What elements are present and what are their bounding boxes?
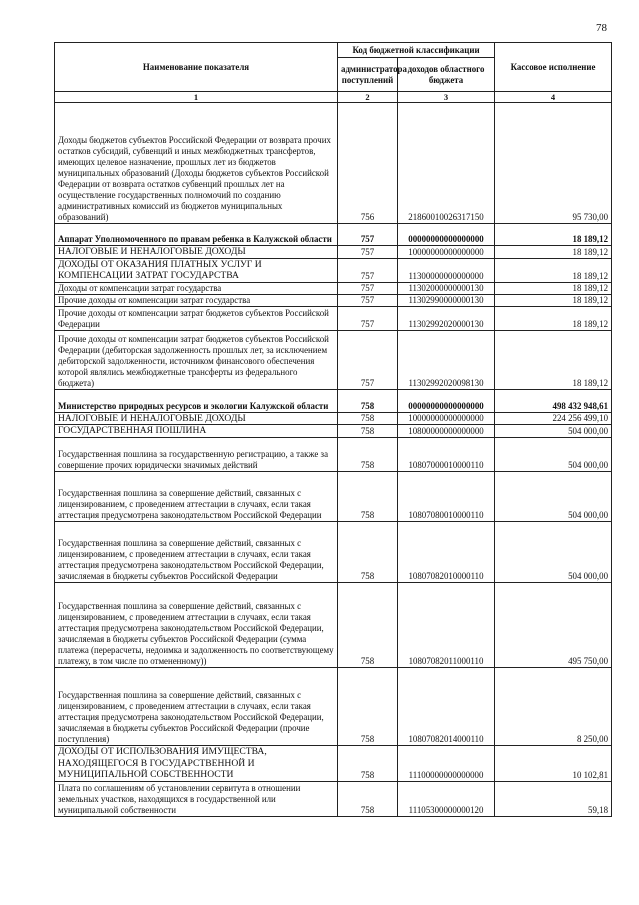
- row-amount: 10 102,81: [495, 745, 612, 781]
- header-administrator: администратора поступлений: [338, 58, 398, 92]
- row-name: Доходы бюджетов субъектов Российской Федерации от возврата прочих остатков субсидий, субвенций и иных межбюджетных трансфертов, имеющих целевое назначение, прошлых лет из бюджетов муниципальных образований (Доходы бюджетов субъектов Российской Федерации от возврата остатков субвенций прошлых лет на осуществление государственных полномочий по созданию административных комиссий из бюджетов муниципальных образований): [55, 103, 338, 224]
- row-amount: 8 250,00: [495, 667, 612, 745]
- row-kbk-code: 11302992020098130: [398, 330, 495, 389]
- table-row: [55, 103, 612, 224]
- row-amount: 95 730,00: [495, 103, 612, 224]
- row-name: ГОСУДАРСТВЕННАЯ ПОШЛИНА: [55, 425, 338, 438]
- row-kbk-code: 21860010026317150: [398, 103, 495, 224]
- row-admin-code: 758: [338, 582, 398, 667]
- row-admin-code: 758: [338, 667, 398, 745]
- table-row: [55, 282, 612, 294]
- row-name: ДОХОДЫ ОТ ОКАЗАНИЯ ПЛАТНЫХ УСЛУГ И КОМПЕНСАЦИИ ЗАТРАТ ГОСУДАРСТВА: [55, 258, 338, 282]
- row-amount: 498 432 948,61: [495, 389, 612, 412]
- row-name: Государственная пошлина за совершение действий, связанных с лицензированием, с проведением аттестации в случаях, если такая аттестация предусмотрена законодательством Российской Федерации, зачисляемая в бюджеты субъектов Российской Федерации (сумма платежа (перерасчеты, недоимка и задолженность по соответствующему платежу, в том числе по отмененному)): [55, 582, 338, 667]
- row-name: НАЛОГОВЫЕ И НЕНАЛОГОВЫЕ ДОХОДЫ: [55, 412, 338, 425]
- header-income-code: доходов областного бюджета: [398, 58, 495, 92]
- table-row: [55, 246, 612, 259]
- row-admin-code: 758: [338, 412, 398, 425]
- row-kbk-code: 10807000010000110: [398, 437, 495, 471]
- row-kbk-code: 11105300000000120: [398, 781, 495, 816]
- page-number: 78: [596, 22, 607, 34]
- row-admin-code: 758: [338, 471, 398, 521]
- row-amount: 504 000,00: [495, 425, 612, 438]
- row-kbk-code: 10000000000000000: [398, 412, 495, 425]
- row-amount: 18 189,12: [495, 306, 612, 330]
- table-row: [55, 306, 612, 330]
- budget-execution-table: [54, 42, 612, 817]
- row-admin-code: 757: [338, 258, 398, 282]
- row-kbk-code: 00000000000000000: [398, 224, 495, 246]
- row-name: ДОХОДЫ ОТ ИСПОЛЬЗОВАНИЯ ИМУЩЕСТВА, НАХОДЯЩЕГОСЯ В ГОСУДАРСТВЕННОЙ И МУНИЦИПАЛЬНОЙ СОБСТВЕННОСТИ: [55, 745, 338, 781]
- row-kbk-code: 11302000000000130: [398, 282, 495, 294]
- header-classification-code: Код бюджетной классификации: [338, 43, 495, 58]
- row-admin-code: 758: [338, 425, 398, 438]
- row-amount: 224 256 499,10: [495, 412, 612, 425]
- row-name: Прочие доходы от компенсации затрат бюджетов субъектов Российской Федерации (дебиторская задолженность прошлых лет, за исключением дебиторской задолженности, источником финансового обеспечения которой являлись межбюджетные трансферты из федерального бюджета): [55, 330, 338, 389]
- table-row: [55, 425, 612, 438]
- row-name: Государственная пошлина за совершение действий, связанных с лицензированием, с проведением аттестации в случаях, если такая аттестация предусмотрена законодательством Российской Федерации, зачисляемая в бюджеты субъектов Российской Федерации: [55, 521, 338, 582]
- row-admin-code: 757: [338, 282, 398, 294]
- row-name: Прочие доходы от компенсации затрат бюджетов субъектов Российской Федерации: [55, 306, 338, 330]
- row-amount: 59,18: [495, 781, 612, 816]
- row-name: Аппарат Уполномоченного по правам ребенка в Калужской области: [55, 224, 338, 246]
- row-amount: 18 189,12: [495, 330, 612, 389]
- row-amount: 18 189,12: [495, 282, 612, 294]
- row-admin-code: 758: [338, 781, 398, 816]
- column-number: 2: [338, 92, 398, 103]
- table-row: [55, 745, 612, 781]
- table-row: [55, 224, 612, 246]
- row-kbk-code: 10000000000000000: [398, 246, 495, 259]
- row-name: Государственная пошлина за государственную регистрацию, а также за совершение прочих юридически значимых действий: [55, 437, 338, 471]
- row-amount: 495 750,00: [495, 582, 612, 667]
- row-kbk-code: 00000000000000000: [398, 389, 495, 412]
- row-amount: 504 000,00: [495, 521, 612, 582]
- row-name: Доходы от компенсации затрат государства: [55, 282, 338, 294]
- table-row: [55, 582, 612, 667]
- row-admin-code: 758: [338, 521, 398, 582]
- row-admin-code: 757: [338, 224, 398, 246]
- row-kbk-code: 11302990000000130: [398, 294, 495, 306]
- table-row: [55, 781, 612, 816]
- row-name: Государственная пошлина за совершение действий, связанных с лицензированием, с проведением аттестации в случаях, если такая аттестация предусмотрена законодательством Российской Федерации, зачисляемая в бюджеты субъектов Российской Федерации (прочие поступления): [55, 667, 338, 745]
- header-indicator-name: Наименование показателя: [55, 43, 338, 92]
- table-row: [55, 294, 612, 306]
- column-number: 3: [398, 92, 495, 103]
- row-name: Прочие доходы от компенсации затрат государства: [55, 294, 338, 306]
- row-admin-code: 758: [338, 745, 398, 781]
- row-kbk-code: 10807082014000110: [398, 667, 495, 745]
- header-cash-execution: Кассовое исполнение: [495, 43, 612, 92]
- row-name: Министерство природных ресурсов и экологии Калужской области: [55, 389, 338, 412]
- row-admin-code: 758: [338, 389, 398, 412]
- table-row: [55, 437, 612, 471]
- row-name: Государственная пошлина за совершение действий, связанных с лицензированием, с проведением аттестации в случаях, если такая аттестация предусмотрена законодательством Российской Федерации: [55, 471, 338, 521]
- column-number: 1: [55, 92, 338, 103]
- row-admin-code: 757: [338, 306, 398, 330]
- table-row: [55, 471, 612, 521]
- row-kbk-code: 11300000000000000: [398, 258, 495, 282]
- row-admin-code: 757: [338, 294, 398, 306]
- row-name: Плата по соглашениям об установлении сервитута в отношении земельных участков, находящихся в государственной или муниципальной собственности: [55, 781, 338, 816]
- table-row: [55, 521, 612, 582]
- row-kbk-code: 11100000000000000: [398, 745, 495, 781]
- table-row: [55, 330, 612, 389]
- row-amount: 18 189,12: [495, 224, 612, 246]
- table-row: [55, 258, 612, 282]
- row-amount: 18 189,12: [495, 294, 612, 306]
- row-admin-code: 757: [338, 246, 398, 259]
- row-admin-code: 758: [338, 437, 398, 471]
- row-admin-code: 757: [338, 330, 398, 389]
- row-kbk-code: 11302992020000130: [398, 306, 495, 330]
- table-row: [55, 667, 612, 745]
- row-amount: 504 000,00: [495, 437, 612, 471]
- table-row: [55, 389, 612, 412]
- row-kbk-code: 10800000000000000: [398, 425, 495, 438]
- row-name: НАЛОГОВЫЕ И НЕНАЛОГОВЫЕ ДОХОДЫ: [55, 246, 338, 259]
- table-row: [55, 412, 612, 425]
- row-amount: 504 000,00: [495, 471, 612, 521]
- column-number: 4: [495, 92, 612, 103]
- row-kbk-code: 10807082010000110: [398, 521, 495, 582]
- row-amount: 18 189,12: [495, 246, 612, 259]
- row-kbk-code: 10807080010000110: [398, 471, 495, 521]
- row-amount: 18 189,12: [495, 258, 612, 282]
- row-kbk-code: 10807082011000110: [398, 582, 495, 667]
- row-admin-code: 756: [338, 103, 398, 224]
